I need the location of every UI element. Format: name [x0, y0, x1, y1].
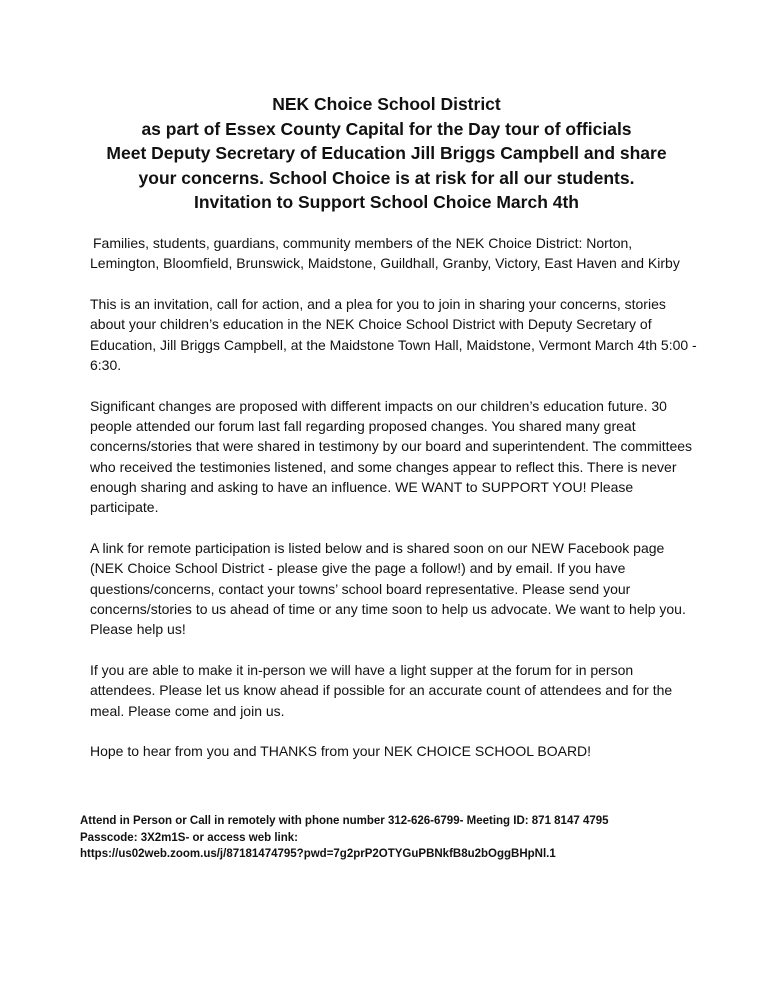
remote-participation-paragraph: A link for remote participation is listed below and is shared soon on our NEW Facebook page (NEK Choice School District - please give the page a follow!) and by email. If you have questions/concerns, contact your towns’ school board representative. Please send your concerns/stories to us ahead of time or any time soon to help us advocate. We want to help you. Please help us!: [90, 540, 686, 638]
heading-invitation-line: Invitation to Support School Choice March 4th: [193, 192, 579, 212]
thanks-paragraph: Hope to hear from you and THANKS from your NEK CHOICE SCHOOL BOARD!: [90, 743, 592, 760]
meeting-web-link[interactable]: https://us02web.zoom.us/j/87181474795?pwd=7g2prP2OTYGuPBNkfB8u2bOggBHpNl.1: [80, 848, 556, 860]
meeting-passcode-line: Passcode: 3X2m1S- or access web link:: [80, 831, 298, 844]
meeting-details: [80, 813, 740, 863]
document-heading: [60, 92, 713, 215]
heading-district-name: NEK Choice School District: [272, 94, 501, 114]
heading-tour-line: as part of Essex County Capital for the Day tour of officials: [141, 118, 632, 139]
document-body: [90, 233, 700, 782]
heading-meet-line: Meet Deputy Secretary of Education Jill Briggs Campbell and share: [106, 143, 667, 163]
changes-paragraph: Significant changes are proposed with different impacts on our children’s education future. 30 people attended our forum last fall regarding proposed changes. You shared many great concerns/stories that were shared in testimony by our board and superintendent. The committees who received the testimonies listened, and some changes appear to reflect this. There is never enough sharing and asking to have an influence. WE WANT to SUPPORT YOU! Please participate.: [90, 397, 693, 516]
heading-concerns-line: your concerns. School Choice is at risk for all our students.: [138, 167, 635, 188]
meeting-phone-line: Attend in Person or Call in remotely with phone number 312-626-6799- Meeting ID: 871 8147 4795: [80, 815, 609, 827]
supper-paragraph: If you are able to make it in-person we will have a light supper at the forum for in person attendees. Please let us know ahead if possible for an accurate count of attendees and for the meal. Please come and join us.: [90, 662, 673, 719]
invitation-paragraph: This is an invitation, call for action, and a plea for you to join in sharing your concerns, stories about your children’s education in the NEK Choice School District with Deputy Secretary of Education, Jill Briggs Campbell, at the Maidstone Town Hall, Maidstone, Vermont March 4th 5:00 - 6:30.: [90, 296, 697, 373]
address-paragraph: Families, students, guardians, community members of the NEK Choice District: Norton, Lemington, Bloomfield, Brunswick, Maidstone, Guildhall, Granby, Victory, East Haven and Kirby: [90, 235, 680, 272]
